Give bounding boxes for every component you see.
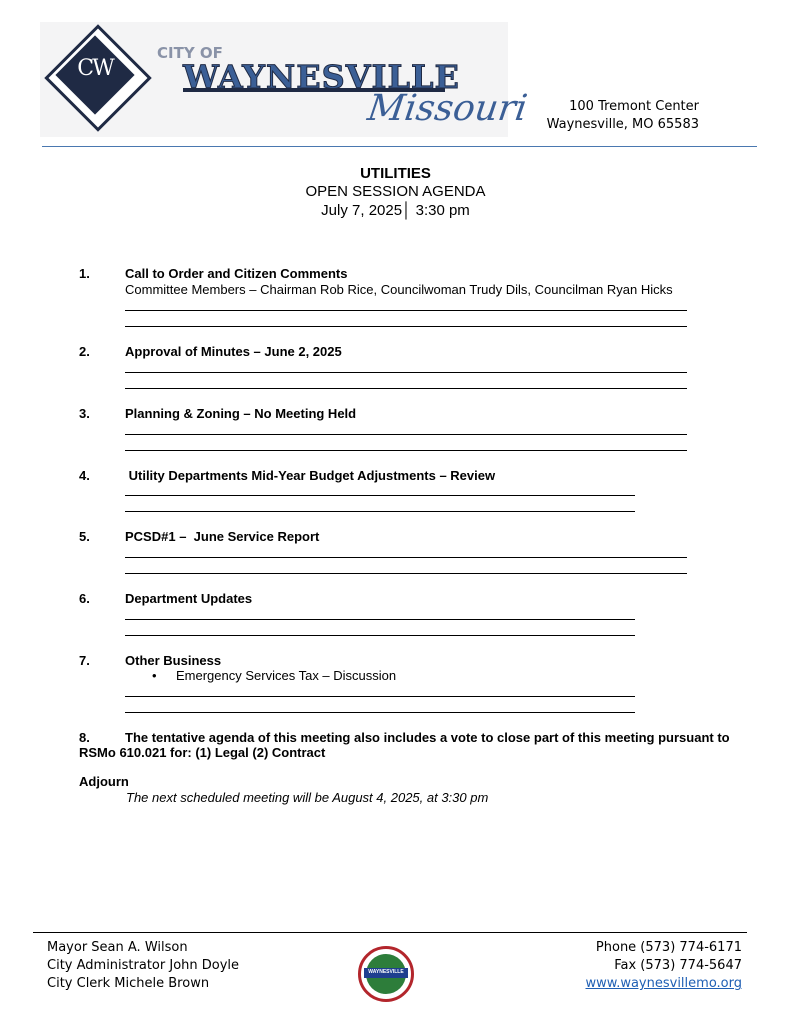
note-line	[125, 450, 687, 451]
agenda-item-title: Department Updates	[125, 591, 253, 606]
agenda-item-title: Approval of Minutes – June 2, 2025	[125, 344, 342, 359]
emblem-monogram: CW	[77, 56, 113, 81]
agenda-item-title: Planning & Zoning – No Meeting Held	[125, 406, 357, 421]
agenda-date: July 7, 2025│ 3:30 pm	[321, 202, 470, 219]
agenda-item-number: 1.	[79, 266, 90, 281]
note-line	[125, 619, 635, 620]
note-line	[125, 511, 635, 512]
agenda-item-number: 4.	[79, 468, 90, 483]
logo-state-name: Missouri	[365, 88, 530, 129]
agenda-item-number: 7.	[79, 653, 90, 668]
note-line	[125, 557, 687, 558]
city-seal-text: WAYNESVILLE	[368, 969, 404, 975]
note-line	[125, 712, 635, 713]
address-line-1: 100 Tremont Center	[569, 99, 699, 114]
agenda-title: UTILITIES	[360, 165, 431, 182]
header-divider	[42, 146, 757, 147]
footer-administrator: City Administrator John Doyle	[47, 958, 240, 973]
note-line	[125, 310, 687, 311]
agenda-item-number: 3.	[79, 406, 90, 421]
bullet-icon: •	[152, 668, 157, 683]
footer-fax: Fax (573) 774-5647	[614, 958, 742, 973]
note-line	[125, 696, 635, 697]
footer-clerk: City Clerk Michele Brown	[47, 976, 210, 991]
agenda-bullet-text: Emergency Services Tax – Discussion	[176, 668, 397, 683]
logo-city-name: WAYNESVILLE	[183, 58, 460, 96]
next-meeting-note: The next scheduled meeting will be August 4, 2025, at 3:30 pm	[126, 790, 489, 805]
footer-mayor: Mayor Sean A. Wilson	[47, 940, 188, 955]
logo-city-of: CITY OF	[157, 44, 223, 62]
note-line	[125, 372, 687, 373]
note-line	[125, 495, 635, 496]
agenda-item-number: 8.	[79, 730, 90, 745]
agenda-subtitle: OPEN SESSION AGENDA	[305, 183, 486, 200]
agenda-item-title-line-2: RSMo 610.021 for: (1) Legal (2) Contract	[79, 745, 326, 760]
footer-phone: Phone (573) 774-6171	[595, 940, 742, 955]
adjourn-label: Adjourn	[79, 774, 129, 789]
agenda-item-title-line-1: The tentative agenda of this meeting also includes a vote to close part of this meeting pursuant to	[125, 730, 730, 745]
note-line	[125, 326, 687, 327]
footer-website-link[interactable]: www.waynesvillemo.org	[585, 976, 742, 991]
agenda-item-number: 6.	[79, 591, 90, 606]
agenda-item-number: 2.	[79, 344, 90, 359]
note-line	[125, 434, 687, 435]
note-line	[125, 573, 687, 574]
note-line	[125, 635, 635, 636]
agenda-item-number: 5.	[79, 529, 90, 544]
agenda-item-subtext: Committee Members – Chairman Rob Rice, Councilwoman Trudy Dils, Councilman Ryan Hicks	[125, 282, 673, 297]
agenda-item-title: Other Business	[125, 653, 222, 668]
note-line	[125, 388, 687, 389]
footer-divider	[33, 932, 747, 933]
agenda-item-title: PCSD#1 – June Service Report	[125, 529, 320, 544]
agenda-item-title: Utility Departments Mid-Year Budget Adjustments – Review	[125, 468, 496, 483]
address-line-2: Waynesville, MO 65583	[546, 117, 699, 132]
agenda-item-title: Call to Order and Citizen Comments	[125, 266, 348, 281]
